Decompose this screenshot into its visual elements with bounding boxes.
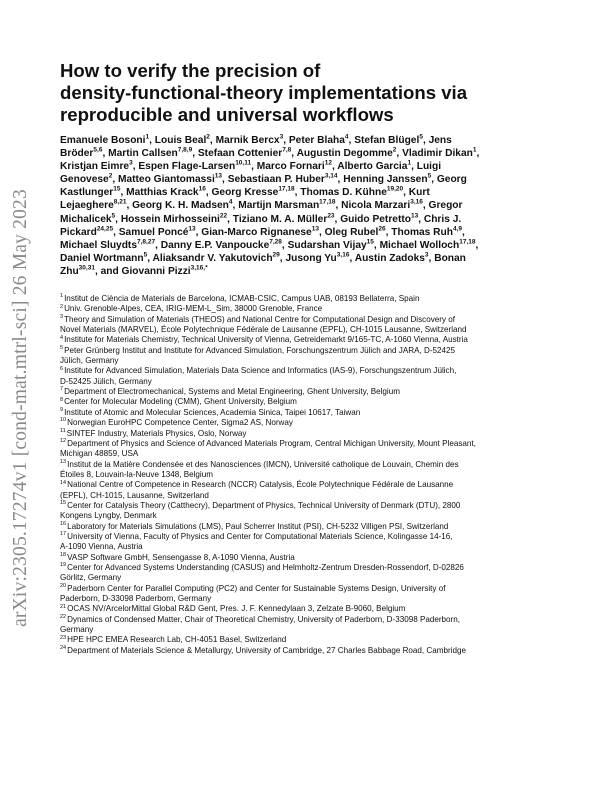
affiliation-number: 18 [60,551,67,558]
affiliation-line: HPE HPC EMEA Research Lab, CH-4051 Basel, Switzerland [67,635,287,645]
affiliation-number: 24 [60,645,67,652]
affiliation-number: 11 [60,427,66,434]
affiliation-item [60,366,560,387]
affiliation-text [60,366,560,376]
affiliation-item [60,480,560,501]
affiliation-item [60,335,560,345]
affiliation-line: (EPFL), CH-1015, Lausanne, Switzerland [60,490,209,500]
affiliation-text [60,429,560,439]
affiliation-line: Department of Physics and Science of Advanced Materials Program, Central Michigan University, Mount Pleasant, [67,438,476,448]
affiliation-line: University of Vienna, Faculty of Physics and Center for Computational Materials Science, Kolingasse 14-16, [67,531,453,541]
affiliation-line: Kongens Lyngby, Denmark [60,511,157,521]
affiliation-text [60,480,560,490]
affiliation-text [60,397,560,407]
affiliation-line: Norwegian EuroHPC Competence Center, Sigma2 AS, Norway [67,418,293,428]
affiliation-text [60,335,560,345]
title-line: How to verify the precision of [60,60,321,81]
affiliation-item [60,646,560,656]
affiliation-item [60,584,560,605]
affiliation-item [60,408,560,418]
affiliation-line: VASP Software GmbH, Sensengasse 8, A-1090 Vienna, Austria [67,552,295,562]
affiliation-line: Michigan 48859, USA [60,449,139,459]
affiliation-item [60,346,560,367]
affiliation-line: Étoiles 8, Louvain-la-Neuve 1348, Belgium [60,469,213,479]
affiliation-number: 23 [60,634,67,641]
affiliation-line: Institute for Advanced Simulation, Materials Data Science and Informatics (IAS-9), Forschungszentrum Jülich, [64,366,457,376]
arxiv-identifier: arXiv:2305.17274v1 [cond-mat.mtrl-sci] 26 May 2023 [10,189,31,627]
affiliation-text [60,615,560,625]
affiliation-line: Theory and Simulation of Materials (THEOS) and National Centre for Computational Design and Discovery of [64,314,455,324]
affiliation-text [60,635,560,645]
affiliation-line: Institute of Atomic and Molecular Sciences, Academia Sinica, Taipei 10617, Taiwan [64,407,361,417]
affiliation-line: A-1090 Vienna, Austria [60,542,143,552]
affiliation-text [60,646,560,656]
affiliation-text [60,522,560,532]
title-line: reproducible and universal workflows [60,104,394,125]
affiliation-item [60,604,560,614]
affiliation-line: Institut de la Matière Condensée et des Nanosciences (IMCN), Université catholique de Louvain, Chemin des [67,459,459,469]
affiliation-line: National Centre of Competence in Research (NCCR) Catalysis, École Polytechnique Fédérale de Lausanne [67,480,454,490]
affiliation-item [60,635,560,645]
affiliation-line: OCAS NV/ArcelorMittal Global R&D Gent, Pres. J. F. Kennedylaan 3, Zelzate B-9060, Belgium [67,604,406,614]
affiliation-list [60,294,560,656]
affiliation-line: Univ. Grenoble-Alpes, CEA, IRIG-MEM-L_Sim, 38000 Grenoble, France [64,304,323,314]
author-line: Kastlunger$^{15}$, Matthias Krack$^{16}$, Georg Kresse$^{17,18}$, Thomas D. Kühne$^{19,20}$, Kurt [60,185,430,199]
affiliation-item [60,429,560,439]
affiliation-text [60,418,560,428]
affiliation-number: 16 [60,520,67,527]
affiliation-text [60,532,560,542]
affiliation-line: Görlitz, Germany [60,573,122,583]
affiliation-line: Center for Advanced Systems Understanding (CASUS) and Helmholtz-Zentrum Dresden-Rossendorf, D-02826 [67,562,464,572]
affiliation-text [60,604,560,614]
author-line: Genovese$^2$, Matteo Giantomassi$^{13}$, Sebastiaan P. Huber$^{3,14}$, Henning Janssen$^5$, Georg [60,172,467,186]
affiliation-item [60,304,560,314]
affiliation-text [60,439,560,449]
affiliation-number: 3 [60,314,64,321]
affiliation-text [60,294,560,304]
affiliation-line: Laboratory for Materials Simulations (LMS), Paul Scherrer Institut (PSI), CH-5232 Villigen PSI, Switzerland [67,521,449,531]
affiliation-number: 12 [60,438,67,445]
author-line: Emanuele Bosoni$^1$, Louis Beal$^2$, Marnik Bercx$^3$, Peter Blaha$^4$, Stefan Blügel$^5$, Jens [60,133,452,146]
affiliation-item [60,522,560,532]
affiliation-item [60,315,560,336]
author-line: Pickard$^{24,25}$, Samuel Poncé$^{13}$, Gian-Marco Rignanese$^{13}$, Oleg Rubel$^{26}$, Thomas Ruh$^{4,9}$, [60,225,465,238]
affiliation-text [60,460,560,470]
affiliation-number: 21 [60,603,67,610]
affiliation-text [60,563,560,573]
affiliation-item [60,439,560,460]
affiliation-number: 8 [60,396,64,403]
affiliation-text [60,315,560,325]
affiliation-line: Jülich, Germany [60,356,119,366]
affiliation-text [60,304,560,314]
affiliation-item [60,563,560,584]
affiliation-item [60,294,560,304]
affiliation-item [60,615,560,636]
affiliation-line: Paderborn Center for Parallel Computing (PC2) and Center for Sustainable Systems Design, University of [67,583,446,593]
paper-header [60,60,560,656]
affiliation-number: 14 [60,479,67,486]
affiliation-number: 9 [60,407,64,414]
affiliation-number: 13 [60,458,67,465]
affiliation-number: 1 [60,293,64,300]
affiliation-number: 4 [60,334,64,341]
affiliation-number: 19 [60,562,67,569]
affiliation-line: Paderborn, D-33098 Paderborn, Germany [60,594,212,603]
paper-title [60,60,530,126]
affiliation-line: Center for Molecular Modeling (CMM), Ghent University, Belgium [64,397,297,407]
affiliation-line: Germany [60,625,94,635]
author-list [60,134,556,278]
affiliation-line: Department of Materials Science & Metallurgy, University of Cambridge, 27 Charles Babbage Road, Cambridge [67,645,467,655]
affiliation-text [60,408,560,418]
author-line: Kristjan Eimre$^3$, Espen Flage-Larsen$^{10,11}$, Marco Fornari$^{12}$, Alberto Garcia$^1$, Luigi [60,159,442,173]
author-line: Bröder$^{5,6}$, Martin Callsen$^{7,8,9}$, Stefaan Cottenier$^{7,8}$, Augustin Degomme$^2$, Vladimir Dikan$^1$, [60,146,480,160]
affiliation-text [60,346,560,356]
author-line: Zhu$^{30,31}$, and Giovanni Pizzi$^{3,16,*}$ [60,264,208,277]
arxiv-sidebar [6,168,36,648]
affiliation-item [60,418,560,428]
affiliation-line: Novel Materials (MARVEL), École Polytechnique Fédérale de Lausanne (EPFL), CH-1015 Lausanne, Switzerland [60,325,467,335]
affiliation-item [60,397,560,407]
title-line: density-functional-theory implementations via [60,82,468,103]
affiliation-number: 7 [60,386,64,393]
affiliation-number: 20 [60,582,67,589]
affiliation-number: 22 [60,614,67,620]
affiliation-number: 10 [60,417,67,424]
affiliation-line: D-52425 Jülich, Germany [60,376,152,386]
author-line: Michael Sluydts$^{7,8,27}$, Danny E.P. Vanpoucke$^{7,28}$, Sudarshan Vijay$^{15}$, Michael Wolloch$^{17,18}$, [60,238,479,251]
affiliation-line: SINTEF Industry, Materials Physics, Oslo, Norway [66,428,247,438]
affiliation-number: 17 [60,531,67,538]
affiliation-item [60,387,560,397]
affiliation-number: 2 [60,303,64,310]
affiliation-text [60,553,560,563]
affiliation-text [60,387,560,397]
affiliation-number: 15 [60,500,67,507]
affiliation-line: Peter Grünberg Institut and Institute for Advanced Simulation, Forschungszentrum Jülich and JARA, D-52425 [64,345,456,355]
affiliation-line: Center for Catalysis Theory (Catthecry), Department of Physics, Technical University of Denmark (DTU), 2800 [67,500,461,510]
affiliation-line: Department of Electromechanical, Systems and Metal Engineering, Ghent University, Belgium [64,387,400,397]
affiliation-item [60,532,560,553]
affiliation-text [60,501,560,511]
affiliation-line: Institut de Ciència de Materials de Barcelona, ICMAB-CSIC, Campus UAB, 08193 Bellaterra, Spain [64,294,420,304]
affiliation-line: Institute for Materials Chemistry, Technical University of Vienna, Getreidemarkt 9/165-TC, A-1060 Vienna, Austria [64,335,468,345]
affiliation-number: 5 [60,345,64,352]
affiliation-line: Dynamics of Condensed Matter, Chair of Theoretical Chemistry, University of Paderborn, D-33098 Paderborn, [67,614,461,624]
affiliation-item [60,553,560,563]
affiliation-number: 6 [60,365,64,372]
affiliation-text [60,584,560,594]
affiliation-item [60,460,560,481]
author-line: Daniel Wortmann$^5$, Aliaksandr V. Yakutovich$^{29}$, Jusong Yu$^{3,16}$, Austin Zadoks$^3$, Bonan [60,251,466,264]
author-line: Lejaeghere$^{8,21}$, Georg K. H. Madsen$^4$, Martijn Marsman$^{17,18}$, Nicola Marzari$^{3,16}$, Gregor [60,199,463,212]
affiliation-item [60,501,560,522]
author-line: Michalicek$^5$, Hossein Mirhosseini$^{22}$, Tiziano M. A. Müller$^{23}$, Guido Petretto$^{13}$, Chris J. [60,212,462,225]
